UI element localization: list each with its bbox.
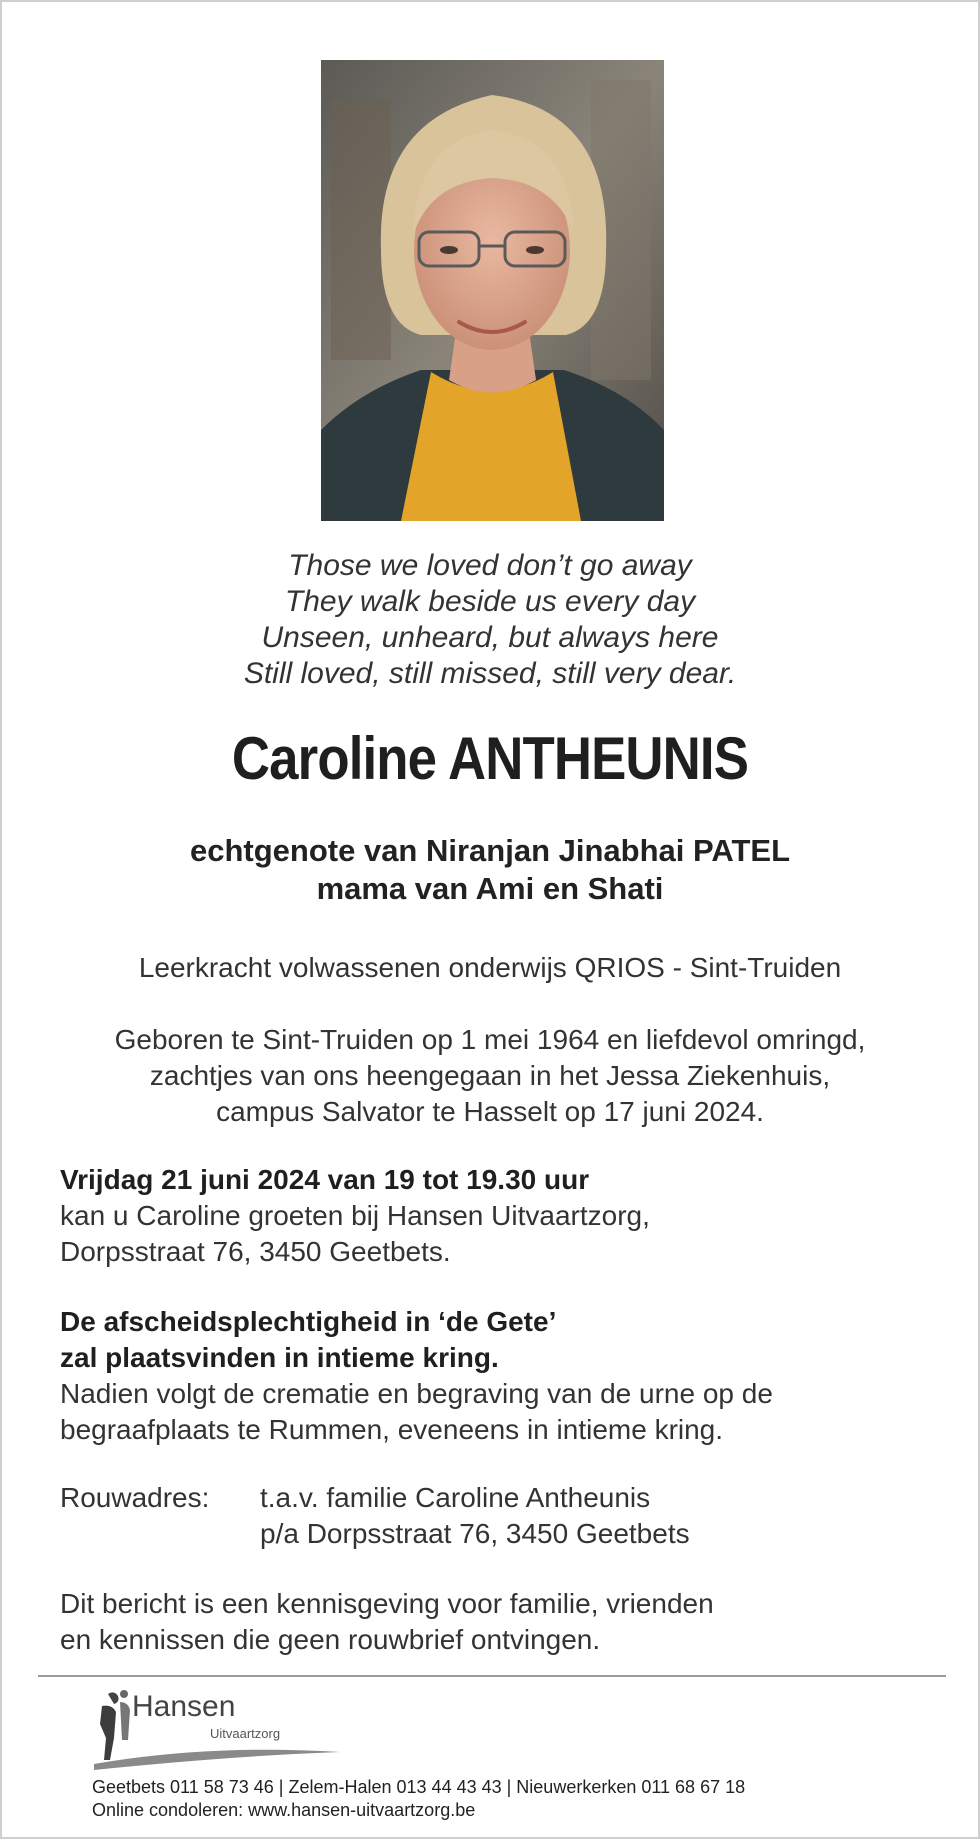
birth-death-line: zachtjes van ons heengegaan in het Jessa Ziekenhuis, — [149, 1060, 831, 1091]
mourning-address-label: Rouwadres: — [60, 1482, 210, 1513]
notice-text — [60, 1586, 940, 1658]
ceremony-heading: De afscheidsplechtigheid in ‘de Gete’ — [60, 1306, 557, 1337]
notice-line: Dit bericht is een kennisgeving voor familie, vrienden — [60, 1588, 714, 1619]
poem — [2, 548, 978, 692]
birth-death-line: Geboren te Sint-Truiden op 1 mei 1964 en liefdevol omringd, — [114, 1024, 866, 1055]
family-relations — [2, 832, 978, 908]
notice-line: en kennissen die geen rouwbrief ontvingen. — [60, 1624, 601, 1655]
funeral-home-logo — [90, 1684, 360, 1770]
ceremony-heading: zal plaatsvinden in intieme kring. — [60, 1342, 499, 1373]
poem-line: Those we loved don’t go away — [288, 549, 692, 582]
deceased-name: Caroline ANTHEUNIS — [231, 725, 749, 792]
funeral-home-subtitle: Uitvaartzorg — [210, 1726, 281, 1741]
relation-line: echtgenote van Niranjan Jinabhai PATEL — [189, 833, 791, 868]
footer-divider — [38, 1675, 946, 1677]
ceremony-line: Nadien volgt de crematie en begraving van de urne op de — [60, 1378, 773, 1409]
relation-line: mama van Ami en Shati — [316, 871, 664, 906]
visitation-info — [60, 1162, 940, 1270]
visitation-line: kan u Caroline groeten bij Hansen Uitvaartzorg, — [60, 1200, 650, 1231]
birth-death-line: campus Salvator te Hasselt op 17 juni 2024. — [216, 1096, 764, 1127]
visitation-line: Dorpsstraat 76, 3450 Geetbets. — [60, 1236, 451, 1267]
portrait-illustration — [321, 60, 664, 521]
address-line: t.a.v. familie Caroline Antheunis — [260, 1482, 651, 1513]
poem-line: Still loved, still missed, still very dear. — [243, 657, 737, 690]
contact-phone-numbers: Geetbets 011 58 73 46 | Zelem-Halen 013 44 43 43 | Nieuwerkerken 011 68 67 18 — [92, 1777, 746, 1797]
occupation: Leerkracht volwassenen onderwijs QRIOS - Sint-Truiden — [138, 952, 842, 983]
birth-death-details — [2, 1022, 978, 1130]
poem-line: They walk beside us every day — [284, 585, 696, 618]
visitation-date: Vrijdag 21 juni 2024 van 19 tot 19.30 uur — [60, 1164, 590, 1195]
poem-line: Unseen, unheard, but always here — [261, 621, 719, 654]
online-condolence-link[interactable]: Online condoleren: www.hansen-uitvaartzorg.be — [92, 1800, 476, 1820]
address-line: p/a Dorpsstraat 76, 3450 Geetbets — [260, 1518, 690, 1549]
funeral-home-name: Hansen — [132, 1690, 236, 1723]
ceremony-line: begraafplaats te Rummen, eveneens in intieme kring. — [60, 1414, 724, 1445]
portrait-photo — [321, 60, 664, 521]
mourning-address-lines — [260, 1480, 690, 1552]
footer-contacts — [92, 1776, 745, 1822]
ceremony-info — [60, 1304, 940, 1448]
